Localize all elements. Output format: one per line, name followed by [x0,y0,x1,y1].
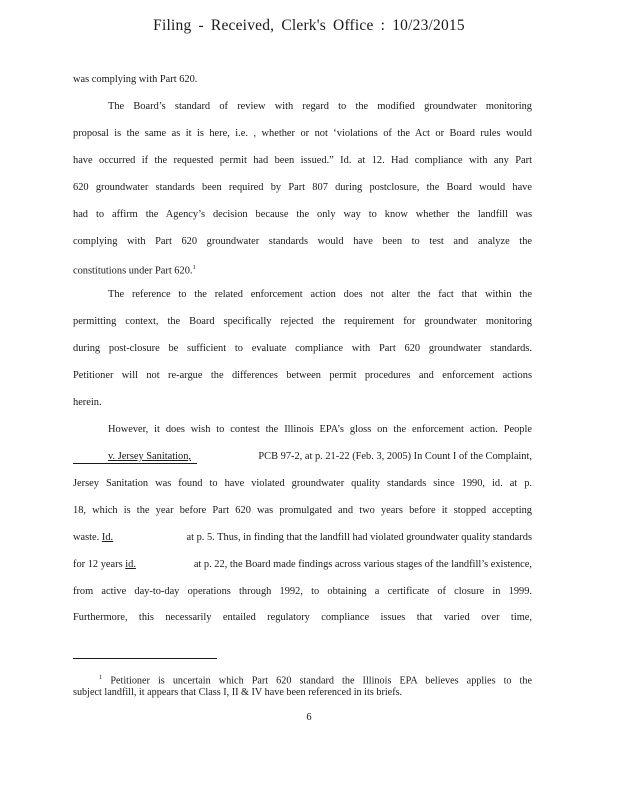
body-line: complying with Part 620 groundwater standards would have been to test and analyze the [73,236,532,247]
body-line: from active day-to-day operations through 1992, to obtaining a certificate of closure in 1999. [73,586,532,597]
citation-blank-underline [73,463,197,464]
body-text: constitutions under Part 620. [73,265,193,277]
body-text: waste. [73,532,100,543]
footnote-reference: 1 [192,264,196,271]
footnote-separator [73,658,217,659]
body-line: proposal is the same as it is here, i.e. , whether or not ‘violations of the Act or Board rules would [73,128,532,139]
body-line: Jersey Sanitation was found to have violated groundwater quality standards since 1990, id. at p. [73,478,532,489]
body-line: However, it does wish to contest the Illinois EPA’s gloss on the enforcement action. People [108,424,532,435]
body-line [108,451,532,463]
body-line: Petitioner will not re-argue the differences between permit procedures and enforcement actions [73,370,532,381]
body-text: PCB 97-2, at p. 21-22 (Feb. 3, 2005) In Count I of the Complaint, [258,451,532,462]
body-line: have occurred if the requested permit had been issued.” Id. at 12. Had compliance with any Part [73,155,532,166]
body-text: at p. 22, the Board made findings across various stages of the landfill’s existence, [193,559,532,570]
case-citation: v. Jersey Sanitation, [108,451,192,462]
body-line: Furthermore, this necessarily entailed regulatory compliance issues that varied over time, [73,612,532,623]
footnote-line: subject landfill, it appears that Class I, II & IV have been referenced in its briefs. [73,687,403,698]
body-line: The reference to the related enforcement action does not alter the fact that within the [108,289,532,300]
footnote-line [73,672,532,687]
id-citation: Id. [101,532,114,543]
body-line: herein. [73,397,102,408]
body-text: for 12 years [73,559,123,570]
footnote-marker: 1 [99,674,103,681]
body-line: was complying with Part 620. [73,74,198,85]
body-line: had to affirm the Agency’s decision because the only way to know whether the landfill was [73,209,532,220]
body-line [73,262,196,277]
body-line: permitting context, the Board specifically rejected the requirement for groundwater monitoring [73,316,532,327]
id-citation: id. [125,559,136,570]
body-line [73,559,532,571]
body-line: during post-closure be sufficient to evaluate compliance with Part 620 groundwater standards. [73,343,532,354]
body-line: 18, which is the year before Part 620 was promulgated and two years before it stopped accepting [73,505,532,516]
body-line: The Board’s standard of review with regard to the modified groundwater monitoring [108,101,532,112]
body-text: at p. 5. Thus, in finding that the landfill had violated groundwater quality standards [186,532,532,543]
page-number: 6 [306,712,312,723]
footnote-text: Petitioner is uncertain which Part 620 standard the Illinois EPA believes applies to the [110,675,533,687]
filing-stamp-header: Filing - Received, Clerk's Office : 10/23/2015 [153,17,465,34]
body-line: 620 groundwater standards been required by Part 807 during postclosure, the Board would have [73,182,532,193]
body-line [73,532,532,544]
